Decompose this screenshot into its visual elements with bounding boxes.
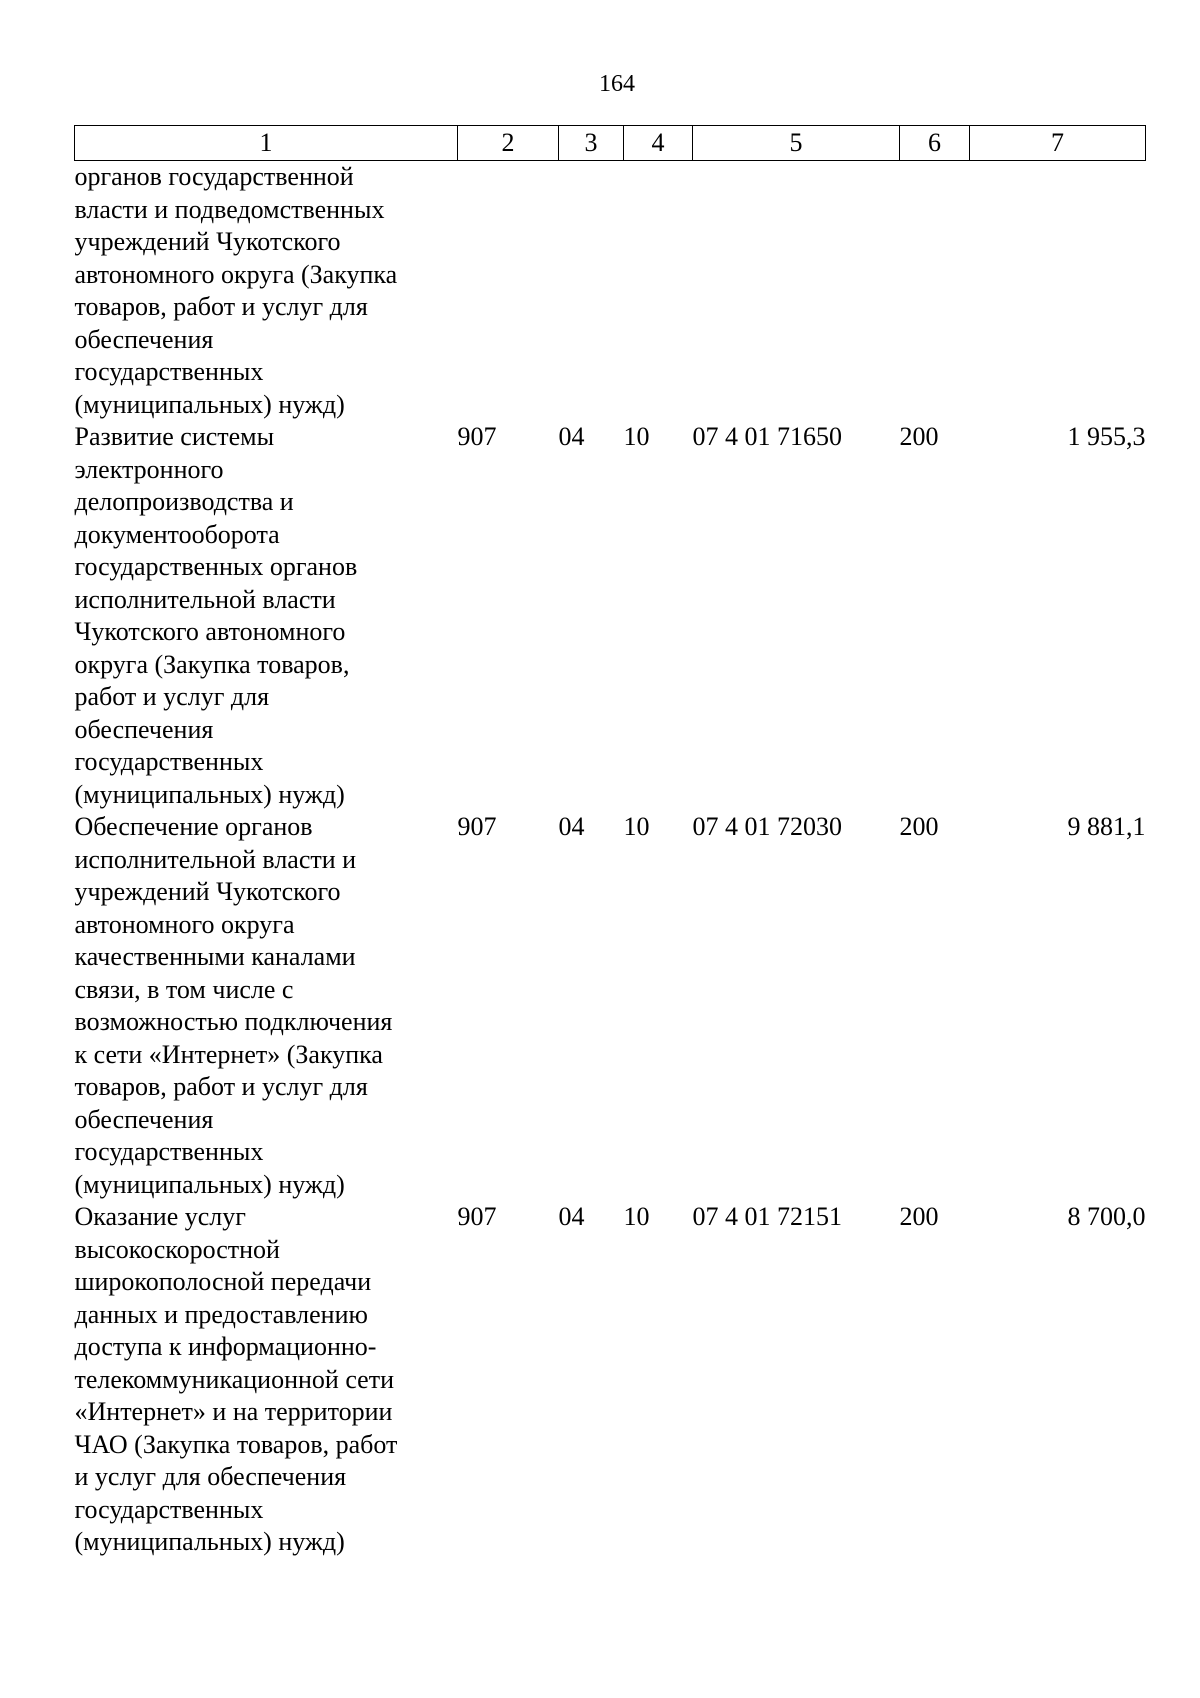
column-header: 6 <box>900 126 970 161</box>
row-description <box>75 811 458 1201</box>
cell-expense-type <box>900 161 970 422</box>
table-row <box>75 421 1146 811</box>
description-line: телекоммуникационной сети <box>74 1364 394 1394</box>
cell-section: 04 <box>558 422 585 451</box>
description-line: обеспечения <box>74 1104 214 1134</box>
cell-ministry-code: 907 <box>457 422 497 451</box>
cell-subsection <box>624 161 693 422</box>
column-header: 7 <box>970 126 1146 161</box>
description-line: (муниципальных) нужд) <box>74 779 345 809</box>
row-description <box>75 421 458 811</box>
description-line: «Интернет» и на территории <box>74 1397 393 1426</box>
description-line: связи, в том числе с <box>74 974 294 1004</box>
description-line: исполнительной власти <box>74 584 336 614</box>
table-row <box>75 1201 1146 1559</box>
description-line: (муниципальных) нужд) <box>74 389 345 419</box>
page-number: 164 <box>599 71 635 97</box>
cell-target-article: 07 4 01 72151 <box>692 1202 842 1231</box>
cell-expense-type: 200 <box>899 812 939 841</box>
description-line: (муниципальных) нужд) <box>74 1169 345 1199</box>
budget-table <box>74 125 1146 1559</box>
description-line: товаров, работ и услуг для <box>74 292 368 321</box>
description-line: округа (Закупка товаров, <box>74 649 350 679</box>
description-line: государственных <box>74 357 264 386</box>
description-line: делопроизводства и <box>74 487 294 516</box>
description-line: качественными каналами <box>74 942 356 971</box>
description-line: товаров, работ и услуг для <box>74 1072 368 1101</box>
description-line: обеспечения <box>74 714 214 744</box>
row-description <box>75 1201 458 1559</box>
cell-section: 04 <box>558 1202 585 1231</box>
cell-ministry-code: 907 <box>457 812 497 841</box>
cell-expense-type: 200 <box>899 1202 939 1231</box>
column-header: 3 <box>559 126 624 161</box>
description-line: автономного округа <box>74 909 295 939</box>
description-line: власти и подведомственных <box>74 194 385 224</box>
cell-section <box>559 161 624 422</box>
description-line: государственных <box>74 1494 264 1524</box>
table-row <box>75 811 1146 1201</box>
description-line: государственных органов <box>74 552 358 581</box>
description-line: учреждений Чукотского <box>74 227 341 256</box>
cell-amount: 1 955,3 <box>1067 422 1146 451</box>
cell-target-article: 07 4 01 71650 <box>692 422 842 451</box>
description-line: обеспечения <box>74 324 214 354</box>
description-line: возможностью подключения <box>74 1007 393 1036</box>
table-row <box>75 161 1146 422</box>
description-line: высокоскоростной <box>74 1234 280 1264</box>
description-line: ЧАО (Закупка товаров, работ <box>74 1429 398 1459</box>
cell-ministry-code: 907 <box>457 1202 497 1231</box>
cell-amount: 9 881,1 <box>1067 812 1146 841</box>
column-header: 2 <box>458 126 559 161</box>
description-line: органов государственной <box>74 162 354 191</box>
description-line: Оказание услуг <box>74 1202 246 1231</box>
cell-amount: 8 700,0 <box>1067 1202 1146 1231</box>
description-line: (муниципальных) нужд) <box>74 1527 345 1556</box>
cell-subsection: 10 <box>623 422 650 451</box>
description-line: работ и услуг для <box>74 682 270 711</box>
cell-subsection: 10 <box>623 1202 650 1231</box>
column-header: 4 <box>624 126 693 161</box>
description-line: государственных <box>74 1137 264 1166</box>
description-line: доступа к информационно- <box>74 1332 377 1361</box>
cell-target-article: 07 4 01 72030 <box>692 812 842 841</box>
description-line: исполнительной власти и <box>74 844 357 874</box>
column-header: 1 <box>75 126 458 161</box>
description-line: учреждений Чукотского <box>74 877 341 906</box>
column-header: 5 <box>693 126 900 161</box>
table-header-row <box>75 126 1146 161</box>
description-line: Чукотского автономного <box>74 617 346 646</box>
description-line: электронного <box>74 454 224 484</box>
cell-amount <box>970 161 1146 422</box>
description-line: Обеспечение органов <box>74 812 313 841</box>
cell-target-article <box>693 161 900 422</box>
description-line: государственных <box>74 747 264 776</box>
description-line: к сети «Интернет» (Закупка <box>74 1039 383 1069</box>
row-description <box>75 161 458 422</box>
description-line: и услуг для обеспечения <box>74 1462 347 1491</box>
description-line: Развитие системы <box>74 422 275 451</box>
cell-subsection: 10 <box>623 812 650 841</box>
cell-ministry-code <box>458 161 559 422</box>
cell-expense-type: 200 <box>899 422 939 451</box>
description-line: документооборота <box>74 519 280 549</box>
description-line: широкополосной передачи <box>74 1267 372 1296</box>
cell-section: 04 <box>558 812 585 841</box>
description-line: данных и предоставлению <box>74 1299 368 1329</box>
description-line: автономного округа (Закупка <box>74 259 398 289</box>
